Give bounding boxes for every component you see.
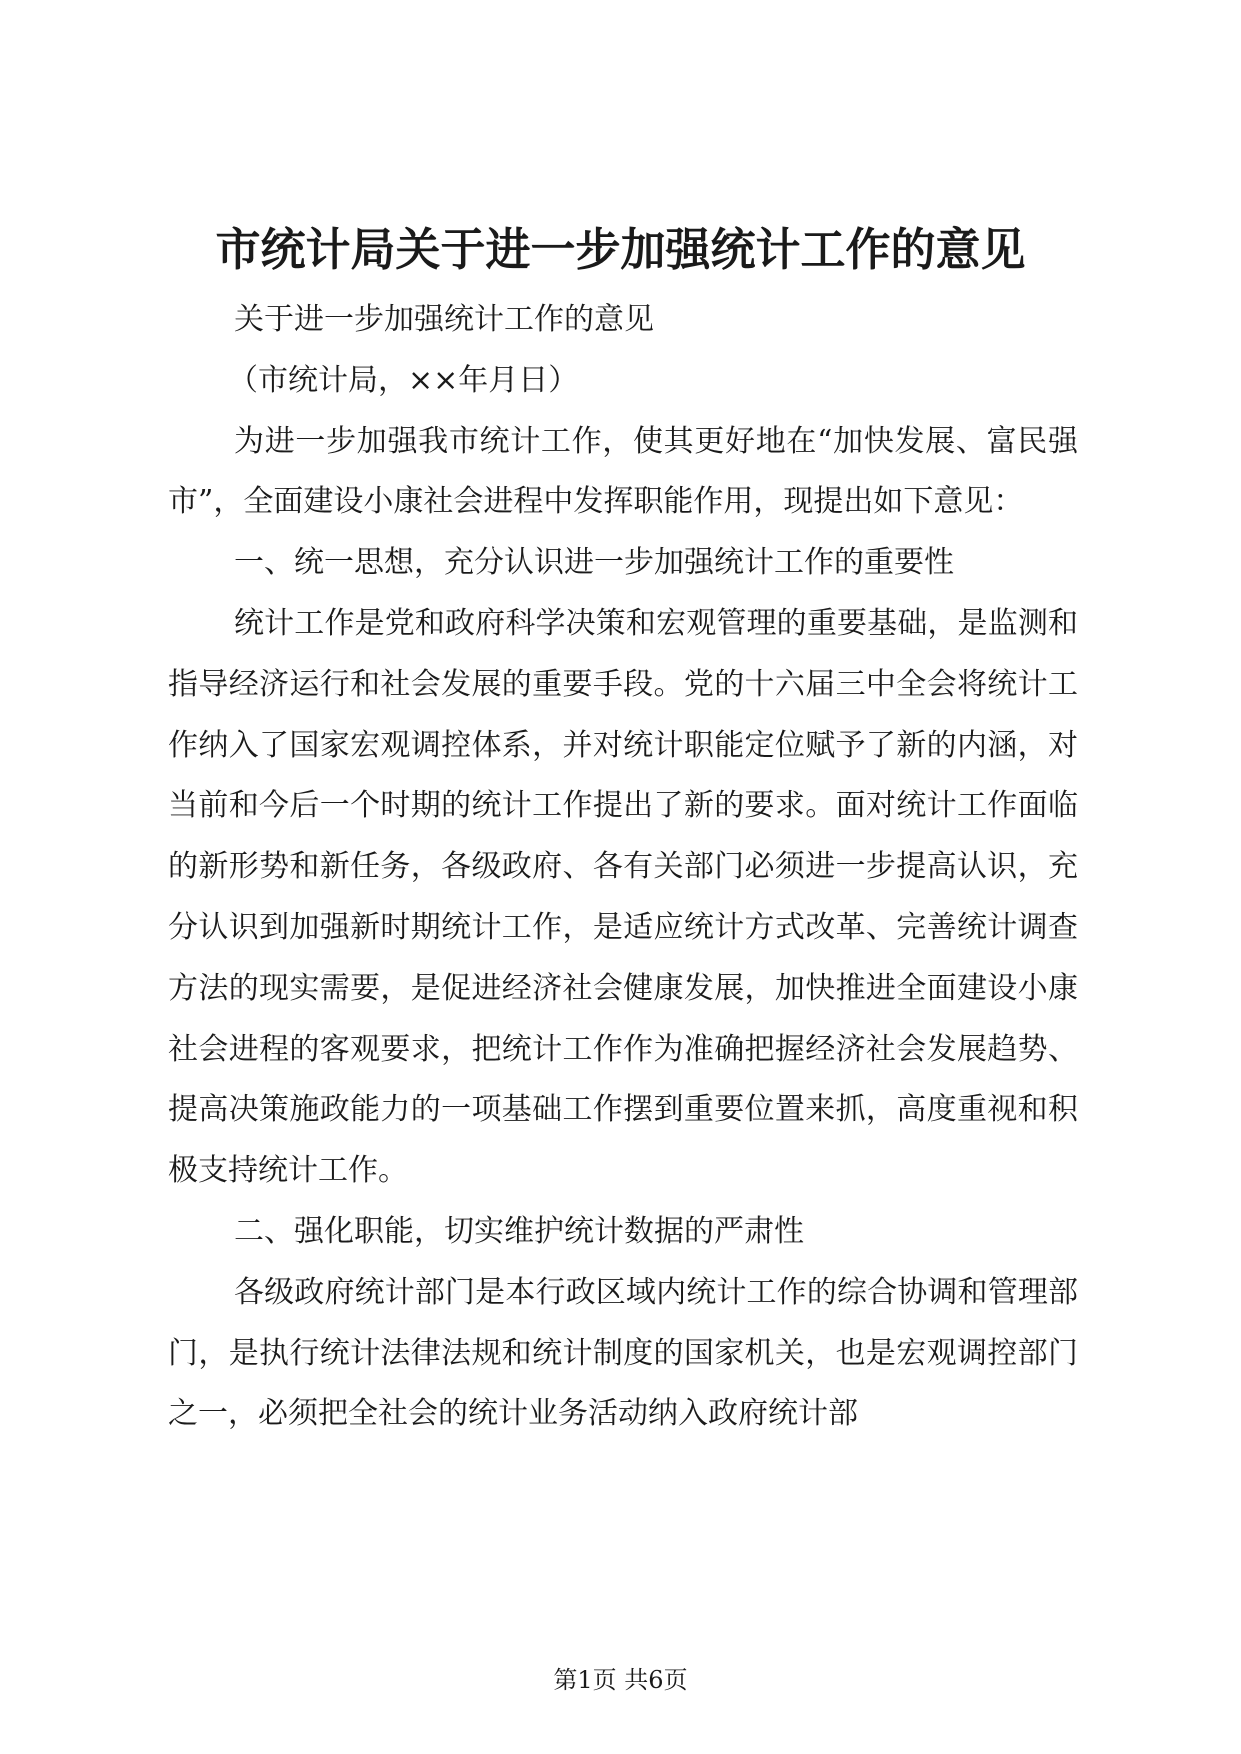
section-1-paragraph: 统计工作是党和政府科学决策和宏观管理的重要基础，是监测和指导经济运行和社会发展的重要手段。党的十六届三中全会将统计工作纳入了国家宏观调控体系，并对统计职能定位赋予了新的内涵，对当前和今后一个时期的统计工作提出了新的要求。面对统计工作面临的新形势和新任务，各级政府、各有关部门必须进一步提高认识，充分认识到加强新时期统计工作，是适应统计方式改革、完善统计调查方法的现实需要，是促进经济社会健康发展，加快推进全面建设小康社会进程的客观要求，把统计工作作为准确把握经济社会发展趋势、提高决策施政能力的一项基础工作摆到重要位置来抓，高度重视和积极支持统计工作。: [168, 605, 1078, 1189]
page-number-footer: 第1页 共6页: [553, 1666, 688, 1694]
section-heading-1: 一、统一思想，充分认识进一步加强统计工作的重要性: [234, 545, 954, 581]
section-heading-2: 二、强化职能，切实维护统计数据的严肃性: [234, 1213, 804, 1249]
subtitle-paragraph: 关于进一步加强统计工作的意见: [234, 302, 654, 337]
intro-paragraph: 为进一步加强我市统计工作，使其更好地在“加快发展、富民强市”，全面建设小康社会进程中发挥职能作用，现提出如下意见：: [168, 423, 1078, 520]
document-body: [168, 290, 1078, 1445]
document-title: 市统计局关于进一步加强统计工作的意见: [215, 223, 1026, 276]
section-2-paragraph: 各级政府统计部门是本行政区域内统计工作的综合协调和管理部门，是执行统计法律法规和统计制度的国家机关，也是宏观调控部门之一，必须把全社会的统计业务活动纳入政府统计部: [168, 1274, 1078, 1432]
issuer-date-paragraph: （市统计局，××年月日）: [228, 362, 579, 398]
